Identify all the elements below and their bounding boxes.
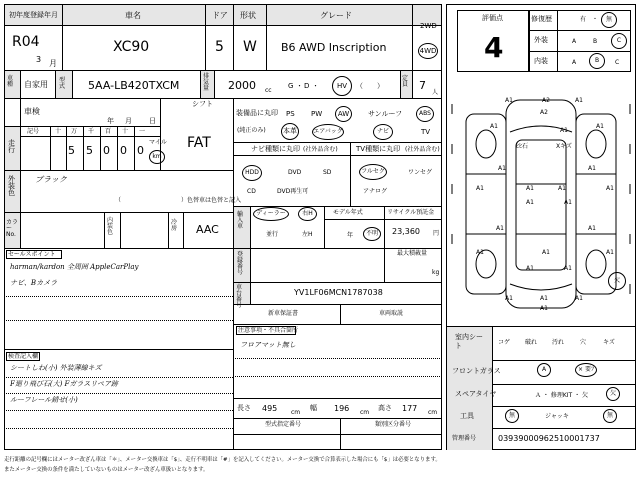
model-year-year: 年 <box>347 232 354 239</box>
sales-line-1: harman/kardon 全周囲 AppleCarPlay <box>10 263 139 271</box>
fuel-other: （ ） <box>356 82 384 90</box>
sales-line-2: ナビ、Bカメラ <box>10 279 58 287</box>
cap-unit: 人 <box>432 89 439 96</box>
grade-label: グレード <box>320 11 352 20</box>
int-opt-b-circle: B <box>589 53 605 69</box>
model-year-label: モデル年式 <box>333 209 363 216</box>
mileage-digit: 5 <box>86 144 93 157</box>
mileage-head-2: 万 <box>71 128 78 135</box>
recycle-unit: 円 <box>433 230 440 237</box>
spare-opts: Ａ ・ 修理KIT ・ 欠 <box>535 392 588 399</box>
tools-label: 工具 <box>460 412 474 420</box>
sales-label: セールスポイント <box>8 251 56 258</box>
spare-label: スペアタイヤ <box>455 390 497 398</box>
mileage-head-3: 千 <box>88 128 95 135</box>
door-label: ドア <box>212 11 228 20</box>
import-label: 輸入車 <box>237 211 244 230</box>
damage-mark: A1 <box>575 97 583 104</box>
spare-missing-circle: 欠 <box>606 387 620 401</box>
scratch-label: Xキズ <box>556 143 572 150</box>
damage-mark: A1 <box>476 185 484 192</box>
type-no-label: 型式指定番号 <box>265 421 302 428</box>
cond-label: 修復歴 <box>531 15 552 23</box>
inspection-month: 月 <box>125 117 132 125</box>
reg-month-unit: 月 <box>49 59 57 68</box>
int-opt-c: C <box>615 59 620 66</box>
ac-label: 冷房 <box>171 219 178 232</box>
manual-label: 車両取説 <box>379 310 404 317</box>
inspector-line-3: ルーフレール錆せ(小) <box>10 396 78 404</box>
damage-mark: A2 <box>542 97 550 104</box>
damage-mark: A1 <box>542 249 550 256</box>
door-value: 5 <box>215 39 224 55</box>
import-parallel: 並行 <box>266 231 279 238</box>
mileage-head-1: 十 <box>55 128 62 135</box>
color-value: ブラック <box>35 175 67 184</box>
equip-ps: PS <box>286 110 295 118</box>
fuel-hv-circle: HV <box>332 76 352 96</box>
navi-dvd: DVD <box>288 169 302 176</box>
jack-label: ジャッキ <box>545 413 569 420</box>
car-name: XC90 <box>113 39 150 55</box>
vin-label: 車台番号 <box>236 284 243 309</box>
damage-mark: A1 <box>596 123 604 130</box>
model-value: 5AA-LB420TXCM <box>88 79 180 92</box>
equip-pw: PW <box>311 110 323 118</box>
import-lh: 左H <box>302 231 313 238</box>
drive-2wd: 2WD <box>420 22 437 30</box>
cracked-circle: 欠 <box>608 272 626 290</box>
inspection-year: 年 <box>107 117 114 125</box>
damage-mark: A1 <box>558 185 566 192</box>
tv-sub: (社外品含む) <box>405 146 440 153</box>
color-no-label: カラーNo. <box>6 219 19 238</box>
equip-abs-circle: ABS <box>416 106 434 122</box>
mileage-head-6: 一 <box>139 128 146 135</box>
inspector-line-1: シートしわ(小) 外装薄線キズ <box>10 364 102 372</box>
navi-title: ナビ種類に丸印 <box>251 145 300 153</box>
mileage-head-4: 百 <box>105 128 112 135</box>
reg-era: R04 <box>12 34 40 50</box>
damage-mark: A1 <box>560 127 568 134</box>
ext-opt-c-circle: C <box>611 33 627 49</box>
length-label: 長さ <box>237 404 251 412</box>
damage-mark: A2 <box>540 109 548 116</box>
mileage-unit-km-circle: km <box>149 150 165 164</box>
tv-analog: アナログ <box>363 188 388 195</box>
import-rh-circle: 右H <box>298 207 317 221</box>
recycle-label: リサイクル預託金 <box>387 209 435 216</box>
damage-mark: A1 <box>606 249 614 256</box>
mileage-digit: 0 <box>120 144 127 157</box>
damage-mark: A1 <box>606 185 614 192</box>
reg-month: 3 <box>36 55 42 64</box>
navi-dvd-play: DVD再生可 <box>277 188 309 195</box>
windshield-label: フロントガラス <box>452 367 501 375</box>
equip-navi-circle: ナビ <box>373 124 393 140</box>
damage-mark: A1 <box>575 295 583 302</box>
damage-mark: A1 <box>476 249 484 256</box>
grade-value: B6 AWD Inscription <box>281 41 387 54</box>
warranty-label: 新車保証書 <box>268 310 299 317</box>
damage-mark: A1 <box>526 265 534 272</box>
equip-airbag-circle: エアバッグ <box>312 124 344 140</box>
equip-leather-circle: 本革 <box>281 123 299 140</box>
jack-none-circle: 無 <box>603 409 617 423</box>
ext-label: 外装 <box>534 36 548 44</box>
recycle-value: 23,360 <box>392 227 420 236</box>
tv-title: TV種類に丸印 <box>356 145 401 153</box>
interior-stain: 汚れ <box>552 339 565 346</box>
shift-value: FAT <box>187 135 211 151</box>
drive-4wd-circle: 4WD <box>418 43 438 59</box>
width-value: 196 <box>334 404 350 413</box>
tv-oneseg: ワンセグ <box>408 169 433 176</box>
inspection-day: 日 <box>149 117 156 125</box>
navi-hdd-circle: HDD <box>242 165 262 181</box>
equip-sub: (純正のみ) <box>237 127 266 134</box>
navi-sd: SD <box>323 169 332 176</box>
model-label: 型式 <box>59 77 66 90</box>
name-label: 車名 <box>125 11 141 20</box>
length-unit: cm <box>291 409 301 416</box>
cond-yes: 有 <box>580 16 587 23</box>
equip-aw-circle: AW <box>335 106 352 122</box>
width-label: 幅 <box>310 404 317 412</box>
damage-mark: A1 <box>564 199 572 206</box>
ext-opt-a: A <box>572 38 577 45</box>
interior-scratch: キズ <box>603 339 615 346</box>
notes-label: 注意事項・不具合箇所 <box>238 327 299 334</box>
import-dealer-circle: ディーラー <box>253 207 289 221</box>
windshield-a-circle: A <box>537 363 551 377</box>
mileage-label: 走行 <box>8 139 15 154</box>
mileage-digit: 5 <box>68 144 75 157</box>
disp-label: 排気量 <box>203 73 210 92</box>
interior-label: 室内シート <box>455 333 483 351</box>
mileage-digit: 0 <box>103 144 110 157</box>
length-value: 495 <box>262 404 278 413</box>
vin-value: YV1LF06MCN1787038 <box>294 288 383 297</box>
damage-mark: A1 <box>540 305 548 312</box>
rock-chip-label: ﾋﾋ石 <box>516 143 529 150</box>
navi-cd: CD <box>247 188 256 195</box>
damage-mark: A1 <box>490 123 498 130</box>
height-value: 177 <box>402 404 418 413</box>
load-unit: kg <box>432 269 440 276</box>
height-label: 高さ <box>378 404 392 412</box>
int-opt-a: A <box>572 59 577 66</box>
cap-label: 定員 <box>402 75 409 88</box>
equip-tv: TV <box>421 128 431 136</box>
shape-value: W <box>243 39 257 55</box>
score-value: 4 <box>484 31 504 64</box>
cap-value: 7 <box>419 79 426 92</box>
ext-opt-b: B <box>593 38 598 45</box>
notes-line-1: フロアマット無し <box>240 341 296 349</box>
model-year-unknown-circle: 不明 <box>363 227 381 241</box>
inspector-label: 検査記入欄 <box>8 353 39 360</box>
reg-label: 初年度登録年月 <box>9 11 58 19</box>
width-unit: cm <box>360 409 370 416</box>
damage-mark: A1 <box>505 295 513 302</box>
damage-mark: A1 <box>496 225 504 232</box>
interior-color-label: 内装色 <box>107 217 114 236</box>
interior-tear: 破れ <box>525 339 538 346</box>
load-label: 最大積載量 <box>397 250 428 257</box>
shape-label: 形状 <box>240 11 256 20</box>
cond-no-circle: 無 <box>601 12 617 28</box>
interior-burn: コゲ <box>498 339 511 346</box>
damage-mark: A1 <box>526 199 534 206</box>
windshield-repair-circle: × 要ﾌ <box>575 363 597 377</box>
damage-mark: A1 <box>588 165 596 172</box>
mileage-digit: 0 <box>137 144 144 157</box>
fuel-d: D <box>304 82 310 90</box>
equip-title: 装備品に丸印 <box>236 109 278 117</box>
interior-hole: 穴 <box>580 339 587 346</box>
navi-sub: (社外品含む) <box>303 146 338 153</box>
mileage-head-0: 記号 <box>27 128 40 135</box>
reg-no-label: 登録番号 <box>237 251 244 276</box>
use-value: 自家用 <box>24 80 48 89</box>
damage-mark: A1 <box>540 295 548 302</box>
ac-value: AAC <box>196 223 219 236</box>
damage-mark: A1 <box>498 165 506 172</box>
inspector-line-2: F廻り飛び石(大) Fガラスリペア跡 <box>10 380 119 388</box>
height-unit: cm <box>428 409 438 416</box>
shift-label: シフト <box>192 100 213 108</box>
fuel-g: G <box>288 82 294 90</box>
tv-fullseg-circle: フルセグ <box>359 164 387 180</box>
color-label: 外装色 <box>8 175 15 197</box>
mileage-head-5: 十 <box>122 128 129 135</box>
footer-line-1: 走行距離の記号欄にはメーター改ざん車は「＊」、メーター交換車は「$」、走行不明車は「#」を記入してください。メーター交換で合算表示した場合にも「$」は必要となります。 <box>4 457 441 463</box>
damage-mark: A1 <box>588 225 596 232</box>
score-label: 評価点 <box>482 14 503 22</box>
mileage-unit-mile: マイル <box>149 139 167 146</box>
disp-unit: cc <box>265 87 272 94</box>
damage-mark: A1 <box>526 185 534 192</box>
use-label: 車種 <box>7 75 14 88</box>
equip-sunroof: サンルーフ <box>368 110 403 118</box>
footer-line-2: またメーター交換の条件を満たしていないものはメーター改ざん車扱いとなります。 <box>4 467 209 473</box>
class-no-label: 類別区分番号 <box>375 421 412 428</box>
inspection-label: 車検 <box>24 107 40 116</box>
mgmt-label: 管理番号 <box>452 435 477 442</box>
disp-value: 2000 <box>228 79 256 92</box>
color-note: （ ）色替車は色替と記入 <box>115 197 242 204</box>
car-damage-diagram <box>446 84 636 324</box>
damage-mark: A1 <box>505 97 513 104</box>
tools-none-circle: 無 <box>505 409 519 423</box>
mgmt-value: 0393900096251000173​7 <box>498 434 600 443</box>
int-label: 内装 <box>534 57 548 65</box>
damage-mark: A1 <box>564 265 572 272</box>
